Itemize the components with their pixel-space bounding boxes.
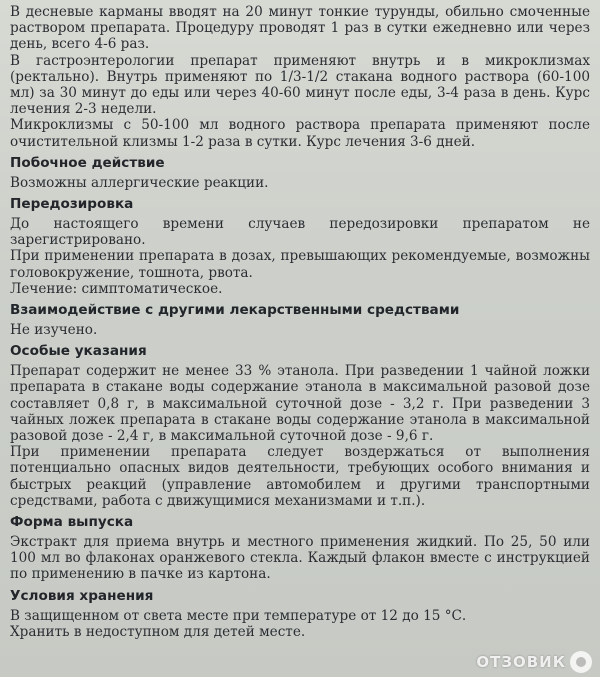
storage-heading: Условия хранения (10, 587, 154, 604)
storage-temperature: В защищенном от света месте при температуре от 12 до 15 °С. (10, 607, 467, 624)
side-effects-heading: Побочное действие (10, 154, 165, 171)
interactions-section (10, 302, 590, 338)
microenema-paragraph: Микроклизмы с 50-100 мл водного раствора препарата применяют после очистительной клизмы 1-2 раза в сутки. Курс лечения 3-6 дней. (10, 117, 590, 150)
otzovik-logo-icon (570, 651, 592, 673)
interactions-heading: Взаимодействие с другими лекарственными средствами (10, 302, 460, 319)
dosage-continuation-section (10, 4, 590, 150)
otzovik-watermark (476, 651, 592, 673)
special-instructions-section (10, 343, 590, 509)
storage-children: Хранить в недоступном для детей месте. (10, 623, 306, 640)
release-form-section (10, 514, 590, 583)
gum-pockets-paragraph: В десневые карманы вводят на 20 минут тонкие турунды, обильно смоченные раствором препарата. Процедуру проводят 1 раз в сутки ежедневно или через день, всего 4-6 раз. (10, 4, 590, 53)
interactions-text: Не изучено. (10, 322, 98, 339)
storage-section (10, 588, 590, 640)
overdose-treatment: Лечение: симптоматическое. (10, 280, 223, 297)
overdose-text-2: При применении препарата в дозах, превышающих рекомендуемые, возможны головокружение, тошнота, рвота. (10, 248, 590, 281)
gastroenterology-paragraph: В гастроэнтерологии препарат применяют внутрь и в микроклизмах (ректально). Внутрь применяют по 1/3-1/2 стакана водного раствора (60-100 мл) за 30 минут до еды или через 40-60 минут после еды, 3-4 раза в день. Курс лечения 2-3 недели. (10, 52, 590, 118)
overdose-heading: Передозировка (10, 196, 134, 213)
overdose-section (10, 196, 590, 297)
overdose-text-1: До настоящего времени случаев передозировки препаратом не зарегистрировано. (10, 216, 590, 249)
side-effects-section (10, 155, 590, 191)
side-effects-text: Возможны аллергические реакции. (10, 174, 269, 191)
special-instructions-heading: Особые указания (10, 343, 147, 360)
ethanol-content-paragraph: Препарат содержит не менее 33 % этанола. При разведении 1 чайной ложки препарата в стакане воды содержание этанола в максимальной разовой дозе составляет 0,8 г, в максимальной суточной дозе - 3,2 г. При разведении 3 чайных ложек препарата в стакане воды содержание этанола в максимальной разовой дозе - 2,4 г, в максимальной суточной дозе - 9,6 г. (10, 363, 590, 445)
release-form-text: Экстракт для приема внутрь и местного применения жидкий. По 25, 50 или 100 мл во флаконах оранжевого стекла. Каждый флакон вместе с инструкцией по применению в пачке из картона. (10, 534, 590, 583)
watermark-text: ОТЗОВИК (476, 653, 566, 671)
release-form-heading: Форма выпуска (10, 514, 134, 531)
driving-warning-paragraph: При применении препарата следует воздержаться от выполнения потенциально опасных видов деятельности, требующих особого внимания и быстрых реакций (управление автомобилем и другими транспортными средствами, работа с движущимися механизмами и т.п.). (10, 444, 590, 509)
